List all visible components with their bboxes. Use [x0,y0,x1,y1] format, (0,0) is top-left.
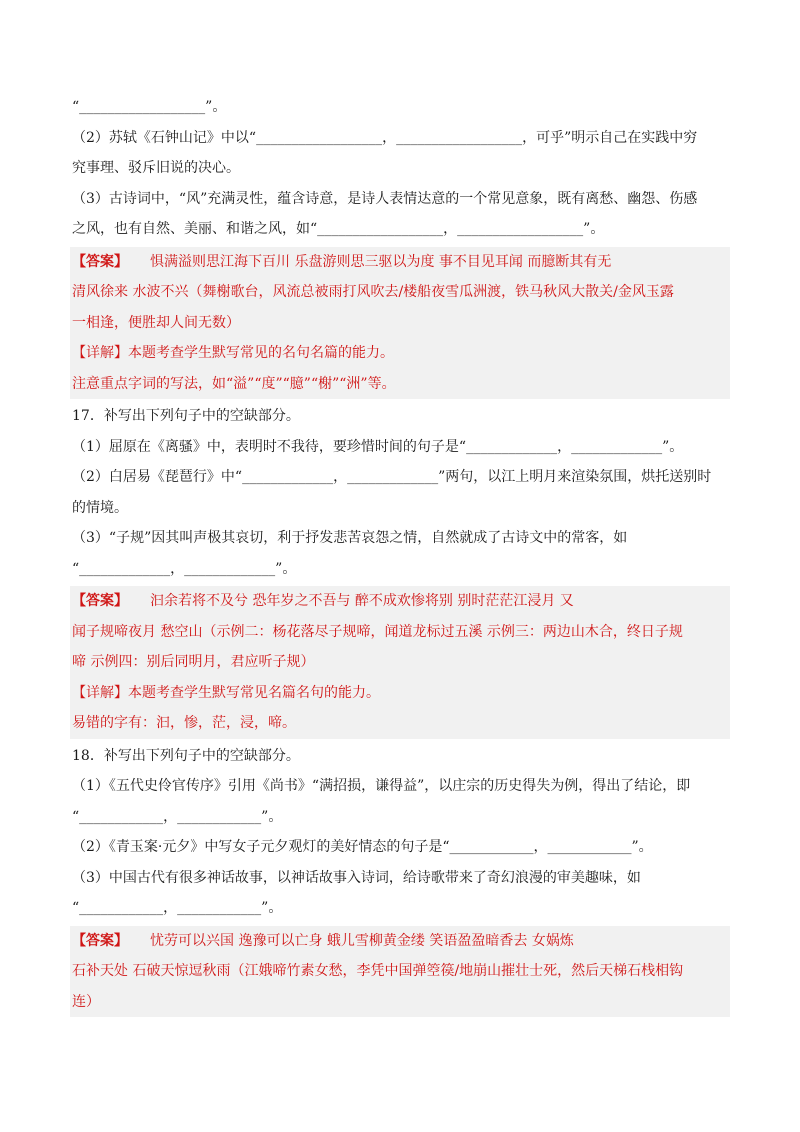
note-16: 注意重点字词的写法，如“溢”“度”“臆”“榭”“洲”等。 [72,375,396,392]
q18-title: 18．补写出下列句子中的空缺部分。 [72,747,300,764]
answer-17-line-1 [72,586,728,617]
answer-18-line-2: 石补天处 石破天惊逗秋雨（江娥啼竹素女愁，李凭中国弹箜篌/地崩山摧壮士死，然后天梯石栈相钩 [72,963,684,979]
answer-tag: 【答案】 [72,932,128,949]
answer-tag: 【答案】 [72,253,128,270]
q17-title: 17．补写出下列句子中的空缺部分。 [72,408,300,424]
answer-18-line-1 [72,926,728,957]
answer-16-line-3: 一相逢，便胜却人间无数） [72,314,240,331]
answer-16-line-2: 清风徐来 水波不兴（舞榭歌台，风流总被雨打风吹去/楼船夜雪瓜洲渡，铁马秋风大散关/金风玉露 [72,284,674,300]
q18-line-1: （1）《五代史伶官传序》引用《尚书》“满招损，谦得益”，以庄宗的历史得失为例，得出了结论，即 [72,778,691,794]
answer-17-line-2: 闻子规啼夜月 愁空山（示例二：杨花落尽子规啼，闻道龙标过五溪 示例三：两边山木合，终日子规 [72,623,683,640]
q17-line-5: “_____________，_____________”。 [72,560,297,577]
detail-16: 【详解】本题考查学生默写常见的名句名篇的能力。 [72,345,394,361]
detail-17: 【详解】本题考查学生默写常见名篇名句的能力。 [72,684,380,701]
q18-line-2: “____________，____________”。 [72,808,283,825]
note-17: 易错的字有：汩，惨，茫，浸，啼。 [72,715,296,731]
q17-line-4: （3）“子规”因其叫声极其哀切，利于抒发悲苦哀怨之情，自然就成了古诗文中的常客，如 [72,530,628,546]
q17-line-3: 的情境。 [72,499,128,516]
q16-line-3: 究事理、驳斥旧说的决心。 [72,160,240,176]
answer-tag: 【答案】 [72,593,128,609]
answer-17-text-1: 汩余若将不及兮 恐年岁之不吾与 醉不成欢惨将别 别时茫茫江浸月 又 [150,593,574,609]
answer-16-text-1: 惧满溢则思江海下百川 乐盘游则思三驱以为度 事不目见耳闻 而臆断其有无 [150,253,612,270]
answer-17-line-3: 啼 示例四：别后同明月，君应听子规） [72,654,315,670]
answer-18-line-3: 连） [72,993,100,1010]
answer-box-17 [70,586,730,739]
q16-line-5: 之风，也有自然、美丽、和谐之风，如“__________________，__________________”。 [72,221,605,237]
answer-box-18 [70,926,730,1018]
q16-line-2: （2）苏轼《石钟山记》中以“__________________，__________________，可乎”明示自己在实践中穷 [72,129,698,146]
q17-line-1: （1）屈原在《离骚》中，表明时不我待，要珍惜时间的句子是“_____________，_____________”。 [72,438,684,455]
q16-line-1: “__________________”。 [72,99,227,115]
answer-box-16 [70,247,730,400]
q18-line-4: （3）中国古代有很多神话故事，以神话故事入诗词，给诗歌带来了奇幻浪漫的审美趣味，如 [72,869,641,886]
q16-line-4: （3）古诗词中，“风”充满灵性，蕴含诗意，是诗人表情达意的一个常见意象，既有离愁、幽怨、伤感 [72,190,698,207]
answer-16-line-1 [72,247,728,278]
q18-line-5: “____________，____________”。 [72,900,283,916]
q17-line-2: （2）白居易《琵琶行》中“_____________，_____________”两句，以江上明月来渲染氛围，烘托送别时 [72,469,712,485]
document-page [72,92,728,1019]
answer-18-text-1: 忧劳可以兴国 逸豫可以亡身 蛾儿雪柳黄金缕 笑语盈盈暗香去 女娲炼 [150,932,574,949]
q18-line-3: （2）《青玉案·元夕》中写女子元夕观灯的美好情态的句子是“____________，____________”。 [72,839,653,855]
